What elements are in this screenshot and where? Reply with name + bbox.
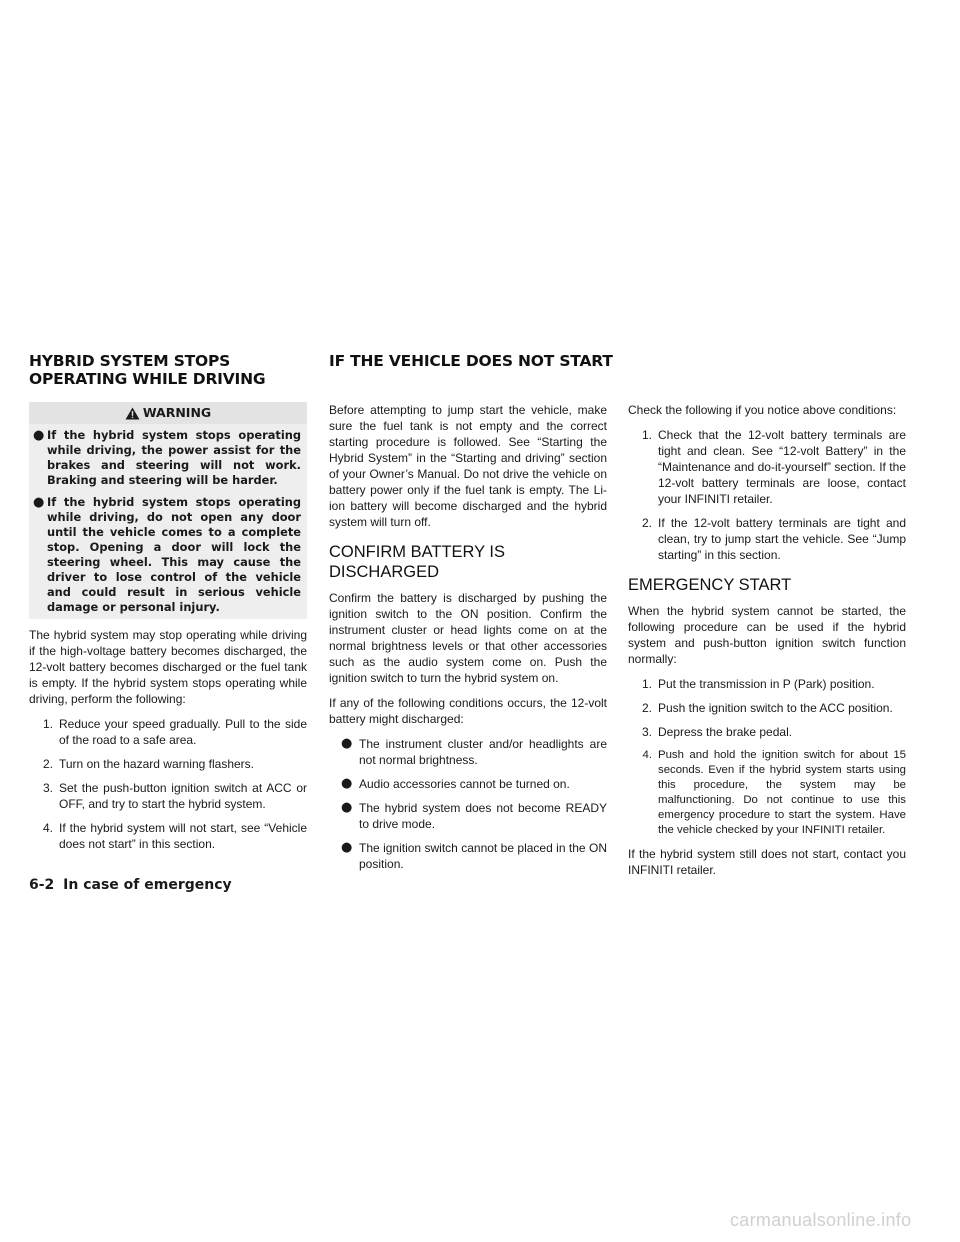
bullet-icon: ● — [33, 495, 45, 510]
list-item: 1. Put the transmission in P (Park) position. — [641, 677, 875, 691]
page-number: 6-2 — [29, 877, 55, 893]
bullet-icon: ● — [33, 428, 45, 443]
warning-bullet — [33, 495, 301, 615]
column-1 — [29, 402, 307, 860]
left-section-heading: HYBRID SYSTEM STOPS OPERATING WHILE DRIVING — [29, 352, 266, 388]
list-item: ● The ignition switch cannot be placed in the ON position. — [341, 840, 607, 871]
col3-paragraph: When the hybrid system cannot be started, the following procedure can be used if the hybrid system and push-button ignition switch function normally: — [628, 604, 906, 666]
warning-text: If the hybrid system stops operating while driving, do not open any door until the vehicle comes to a complete stop. Opening a door will lock the steering wheel. This may cause the driver to lose control of the vehicle and could result in serious vehicle damage or personal injury. — [47, 495, 301, 614]
bullet-icon: ● — [341, 840, 353, 855]
col3-intro: Check the following if you notice above conditions: — [628, 403, 897, 417]
page-footer — [29, 877, 232, 893]
list-item: ● The instrument cluster and/or headlights are not normal brightness. — [341, 736, 607, 767]
list-item: ● The hybrid system does not become READY to drive mode. — [341, 800, 607, 831]
list-item: 4. If the hybrid system will not start, see “Vehicle does not start” in this section. — [42, 821, 307, 851]
col2-intro: Before attempting to jump start the vehicle, make sure the fuel tank is not empty and the correct starting procedure is followed. See “Starting the Hybrid System” in the “Starting and driving” section of your Owner’s Manual. Do not drive the vehicle on battery power only if the fuel tank is empty. The Li-ion battery will become discharged and the hybrid system will turn off. — [329, 403, 607, 529]
subheading-confirm-battery: CONFIRM BATTERY IS DISCHARGED — [329, 543, 506, 581]
col3-closing: If the hybrid system still does not start, contact you INFINITI retailer. — [628, 847, 906, 877]
warning-triangle-icon — [125, 407, 140, 420]
warning-header — [29, 402, 307, 424]
warning-box — [29, 424, 307, 619]
warning-text: If the hybrid system stops operating while driving, the power assist for the brakes and steering will not work. Braking and steering will be harder. — [47, 428, 301, 487]
list-item: 1. Check that the 12-volt battery terminals are tight and clean. See “12-volt Battery” in the “Maintenance and do-it-yourself” section. If the 12-volt battery terminals are loose, contact your INFINITI retailer. — [641, 428, 906, 506]
list-item: 2. If the 12-volt battery terminals are tight and clean, try to jump start the vehicle. See “Jump starting” in this section. — [641, 516, 906, 562]
warning-title: WARNING — [142, 405, 212, 420]
list-item: 3. Set the push-button ignition switch at ACC or OFF, and try to start the hybrid system. — [42, 781, 307, 811]
list-item: 4. Push and hold the ignition switch for about 15 seconds. Even if the hybrid system starts using this procedure, the system may be malfunctioning. Do not continue to use this emergency procedure to start the system. Have the vehicle checked by your INFINITI retailer. — [642, 749, 906, 836]
column-2 — [329, 402, 607, 880]
right-section-heading: IF THE VEHICLE DOES NOT START — [329, 352, 613, 370]
subheading-emergency-start: EMERGENCY START — [628, 576, 792, 594]
warning-bullet — [33, 428, 301, 488]
list-item: 2. Turn on the hazard warning flashers. — [42, 757, 254, 771]
list-item: 3. Depress the brake pedal. — [641, 725, 793, 739]
col1-intro: The hybrid system may stop operating while driving if the high-voltage battery becomes discharged, the 12-volt battery becomes discharged or the fuel tank is empty. If the hybrid system stops operating while driving, perform the following: — [29, 628, 307, 706]
col2-paragraph: If any of the following conditions occurs, the 12-volt battery might discharged: — [329, 696, 607, 726]
section-name: In case of emergency — [63, 877, 232, 893]
watermark: carmanualsonline.info — [730, 1210, 912, 1230]
list-item: ● Audio accessories cannot be turned on. — [341, 776, 570, 791]
bullet-icon: ● — [341, 800, 353, 815]
col2-paragraph: Confirm the battery is discharged by pushing the ignition switch to the ON position. Confirm the instrument cluster or head lights come on at the normal brightness levels or that other accessories such as the audio system come on. Push the ignition switch to turn the hybrid system on. — [329, 591, 607, 685]
column-3 — [628, 402, 906, 887]
list-item: 1. Reduce your speed gradually. Pull to the side of the road to a safe area. — [42, 717, 307, 747]
bullet-icon: ● — [341, 736, 353, 751]
list-item: 2. Push the ignition switch to the ACC position. — [641, 701, 893, 715]
bullet-icon: ● — [341, 776, 353, 791]
